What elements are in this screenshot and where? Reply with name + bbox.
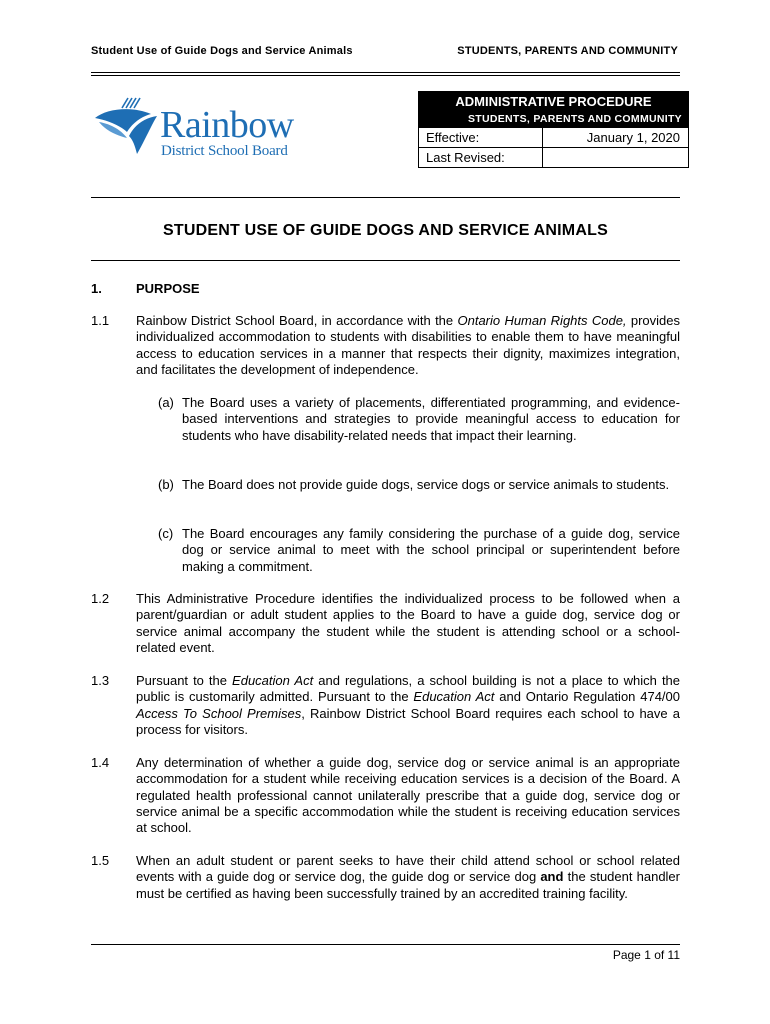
paragraph-1-3 <box>136 673 680 738</box>
sub-item-a-text: The Board uses a variety of placements, differentiated programming, and evidence-based interventions and strategies to provide meaningful access to education for students who have disability-related needs that impact their learning. <box>182 395 680 443</box>
logo-wordmark: Rainbow <box>160 104 294 146</box>
para-number-1-4: 1.4 <box>91 755 110 770</box>
paragraph-1-3-text-cont-3: , Rainbow District School Board requires each school to have a process for visitors. <box>136 705 681 737</box>
sub-item-a <box>158 395 680 444</box>
board-logo <box>93 96 303 166</box>
header-rule <box>91 72 680 73</box>
para-number-1-2: 1.2 <box>91 591 110 606</box>
effective-date: January 1, 2020 <box>586 130 680 145</box>
para-number-1-3: 1.3 <box>91 673 110 688</box>
education-act-ref: Education Act <box>232 673 314 688</box>
section-title: PURPOSE <box>136 281 200 296</box>
running-header-category: STUDENTS, PARENTS AND COMMUNITY <box>457 45 678 57</box>
last-revised-date <box>543 148 688 167</box>
access-to-school-premises-ref: Access To School Premises <box>136 705 302 721</box>
ontario-human-rights-code: Ontario Human Rights Code, <box>457 313 627 328</box>
paragraph-1-3-text-cont-2: and Ontario Regulation 474/00 <box>494 689 681 705</box>
procedure-box-title: ADMINISTRATIVE PROCEDURE <box>419 92 688 112</box>
sub-item-b <box>158 477 680 493</box>
effective-row <box>419 127 688 147</box>
document-title: STUDENT USE OF GUIDE DOGS AND SERVICE ANIMALS <box>163 222 608 239</box>
last-revised-label: Last Revised: <box>419 148 543 167</box>
last-revised-row <box>419 147 688 167</box>
sub-item-c-label: (c) <box>158 526 174 541</box>
logo-subtitle: District School Board <box>161 143 288 159</box>
page-number: Page 1 of 11 <box>612 948 680 962</box>
paragraph-1-2: This Administrative Procedure identifies the individualized process to be followed when a parent/guardian or adult student applies to the Board to have a guide dog, service dog or service animal accompany the student while the student is attending school or a school-related event. <box>136 591 680 655</box>
sub-item-a-label: (a) <box>158 395 174 410</box>
header-rule-double <box>91 75 680 76</box>
education-act-ref-2: Education Act <box>413 689 495 705</box>
paragraph-1-4: Any determination of whether a guide dog, service dog or service animal is an appropriate accommodation for a student while receiving education services is a decision of the Board. A regulated health professional cannot unilaterally prescribe that a guide dog, service dog or service animal be a specific accommodation while the student is receiving education services at school. <box>136 755 680 836</box>
title-rule-bottom <box>91 260 680 261</box>
paragraph-1-1-text: Rainbow District School Board, in accordance with the <box>136 313 458 328</box>
sub-item-b-text: The Board does not provide guide dogs, service dogs or service animals to students. <box>182 477 670 492</box>
paragraph-1-5-text: When an adult student or parent seeks to have their child attend school or school related events with a guide dog or service dog, the guide dog or service dog <box>136 853 680 885</box>
effective-label: Effective: <box>419 128 543 147</box>
paragraph-1-1-text-cont: provides individualized accommodation to students with disabilities to enable them to have meaningful access to education services in a manner that respects their dignity, maximizes integration, and facilitates the development of independence. <box>136 313 681 377</box>
sub-item-c-text: The Board encourages any family considering the purchase of a guide dog, service dog or service animal to meet with the school principal or superintendent before making a commitment. <box>182 526 680 574</box>
procedure-info-box <box>418 91 689 168</box>
paragraph-1-5-text-cont: the student handler must be certified as having been successfully trained by an accredited training facility. <box>136 869 680 901</box>
paragraph-1-3-text-cont: and regulations, a school building is not a place to which the public is customarily admitted. Pursuant to the <box>136 673 681 705</box>
paragraph-1-5 <box>136 853 680 902</box>
paragraph-1-1 <box>136 313 680 378</box>
sub-item-c <box>158 526 680 575</box>
footer-rule <box>91 944 680 945</box>
procedure-box-category: STUDENTS, PARENTS AND COMMUNITY <box>419 112 688 127</box>
rainbow-swoosh-icon <box>93 96 163 158</box>
section-number: 1. <box>91 281 102 296</box>
para-number-1-1: 1.1 <box>91 313 110 328</box>
paragraph-1-3-text: Pursuant to the <box>136 673 233 688</box>
paragraph-1-5-bold-and: and <box>540 869 564 885</box>
sub-item-b-label: (b) <box>158 477 174 492</box>
title-rule-top <box>91 197 680 198</box>
running-header-title: Student Use of Guide Dogs and Service Animals <box>91 45 353 57</box>
para-number-1-5: 1.5 <box>91 853 110 868</box>
